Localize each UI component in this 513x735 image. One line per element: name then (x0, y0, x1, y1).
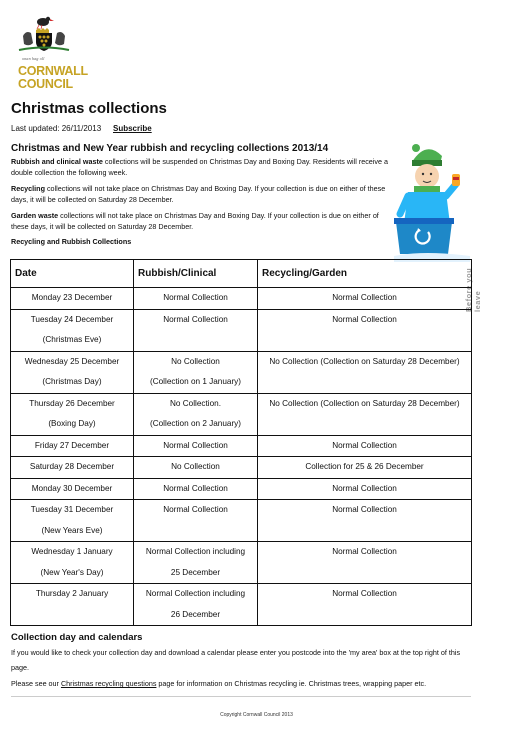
cell-date-line: (New Years Eve) (41, 525, 103, 535)
logo-text-council: COUNCIL (18, 77, 73, 91)
cell-date-line: Friday 27 December (34, 440, 110, 450)
cell-recycling (258, 393, 472, 435)
recycling-paragraph (11, 183, 391, 205)
cell-date (11, 457, 134, 479)
table-row (11, 542, 472, 584)
cell-rubbish (134, 457, 258, 479)
collections-table (10, 259, 472, 626)
see-pre: Please see our (11, 679, 61, 688)
cell-rubbish (134, 351, 258, 393)
cell-recycling-line: Normal Collection (332, 293, 397, 302)
table-row (11, 478, 472, 500)
rubbish-paragraph (11, 156, 391, 178)
table-row (11, 584, 472, 626)
cell-rubbish-line: (Collection on 1 January) (149, 377, 242, 386)
cell-rubbish-line: No Collection. (170, 398, 221, 408)
table-row (11, 351, 472, 393)
cell-recycling (258, 288, 472, 310)
last-updated: Last updated: 26/11/2013 (11, 124, 102, 133)
cell-rubbish-line: No Collection (171, 462, 220, 471)
cell-recycling-line: Normal Collection (332, 589, 397, 598)
table-row (11, 288, 472, 310)
table-row (11, 435, 472, 457)
garden-bold: Garden waste (11, 211, 59, 220)
cell-rubbish-line: 25 December (170, 567, 221, 577)
cell-date (11, 478, 134, 500)
cell-date (11, 288, 134, 310)
cell-rubbish (134, 542, 258, 584)
cell-rubbish (134, 435, 258, 457)
cell-recycling-line: Normal Collection (332, 483, 397, 493)
cell-date (11, 500, 134, 542)
rubbish-text: collections will be suspended on Christmas Day and Boxing Day. Residents will receive a double collection the following week. (11, 157, 388, 177)
cell-recycling-line: No Collection (Collection on Saturday 28 December) (269, 398, 460, 408)
cell-rubbish-line: Normal Collection (163, 293, 228, 302)
subscribe-link[interactable]: Subscribe (113, 124, 152, 133)
cell-date-line: Wednesday 25 December (24, 356, 120, 366)
cell-recycling (258, 584, 472, 626)
rubbish-bold: Rubbish and clinical waste (11, 157, 103, 166)
cell-recycling-line: No Collection (Collection on Saturday 28 December) (269, 356, 460, 366)
cell-recycling-line: Normal Collection (332, 314, 397, 324)
table-row (11, 500, 472, 542)
logo-text-cornwall: CORNWALL (18, 64, 88, 78)
cell-recycling (258, 542, 472, 584)
logo-motto: onan hag oll (22, 56, 45, 61)
cell-date-line: Thursday 2 January (35, 589, 109, 598)
cell-date (11, 542, 134, 584)
table-header-row (11, 260, 472, 288)
cell-recycling-line: Normal Collection (332, 505, 397, 514)
cell-date (11, 584, 134, 626)
cell-rubbish-line: Normal Collection (163, 440, 228, 450)
cell-date (11, 351, 134, 393)
cell-date-line: Wednesday 1 January (31, 547, 113, 556)
garden-paragraph (11, 210, 391, 232)
table-row (11, 309, 472, 351)
cell-date-line: (New Year's Day) (40, 567, 104, 577)
see-post: page for information on Christmas recycling ie. Christmas trees, wrapping paper etc. (156, 679, 427, 688)
garden-text: collections will not take place on Christmas Day and Boxing Day. If your collection is due on either of these days, it will be collected on Saturday 28 December. (11, 211, 379, 231)
see-also-paragraph (11, 678, 481, 690)
cell-rubbish (134, 309, 258, 351)
cell-date (11, 393, 134, 435)
cell-rubbish-line: Normal Collection (163, 505, 228, 514)
recycling-mascot-image (394, 140, 470, 262)
cell-rubbish-line: Normal Collection (163, 314, 228, 324)
header-recycling: Recycling/Garden (258, 260, 472, 288)
cell-date-line: Saturday 28 December (29, 462, 115, 471)
cell-recycling-line: Collection for 25 & 26 December (305, 462, 424, 471)
table-title: Recycling and Rubbish Collections (11, 237, 132, 246)
cell-rubbish (134, 288, 258, 310)
footer-divider (11, 696, 471, 697)
cell-recycling (258, 500, 472, 542)
calendars-text: If you would like to check your collection day and download a calendar please enter you postcode into the 'my area' box at the top right of this page. (11, 648, 461, 672)
cell-rubbish-line: Normal Collection including (145, 547, 246, 556)
cell-recycling (258, 457, 472, 479)
cell-recycling (258, 351, 472, 393)
cell-rubbish-line: (Collection on 2 January) (149, 419, 242, 428)
christmas-recycling-questions-link[interactable]: Christmas recycling questions (60, 679, 157, 688)
crest-icon (9, 14, 79, 54)
cornwall-council-logo[interactable] (9, 14, 88, 91)
cell-recycling (258, 309, 472, 351)
cell-rubbish-line: 26 December (170, 609, 221, 619)
cell-date-line: Thursday 26 December (29, 398, 115, 408)
table-row (11, 393, 472, 435)
calendars-heading: Collection day and calendars (11, 632, 143, 643)
cell-date-line: Tuesday 24 December (30, 314, 114, 324)
cell-date-line: Monday 30 December (31, 483, 113, 493)
cell-recycling-line: Normal Collection (332, 547, 397, 556)
cell-rubbish (134, 478, 258, 500)
recycling-bold: Recycling (11, 184, 45, 193)
cell-date (11, 309, 134, 351)
before-you-leave-tab[interactable]: Before you leave (464, 267, 482, 312)
cell-recycling (258, 435, 472, 457)
cell-rubbish-line: Normal Collection including (145, 589, 246, 598)
page-title: Christmas collections (11, 100, 167, 117)
cell-rubbish (134, 584, 258, 626)
cell-date-line: (Christmas Eve) (42, 335, 102, 344)
cell-rubbish (134, 500, 258, 542)
cell-date-line: Tuesday 31 December (30, 505, 114, 514)
cell-date-line: (Christmas Day) (42, 377, 102, 386)
cell-rubbish (134, 393, 258, 435)
header-rubbish: Rubbish/Clinical (134, 260, 258, 288)
header-date: Date (11, 260, 134, 288)
section-heading: Christmas and New Year rubbish and recycling collections 2013/14 (11, 143, 329, 154)
cell-date-line: Monday 23 December (31, 293, 113, 302)
cell-date (11, 435, 134, 457)
cell-rubbish-line: No Collection (171, 356, 220, 366)
cell-recycling (258, 478, 472, 500)
cell-rubbish-line: Normal Collection (163, 483, 228, 493)
copyright: Copyright Cornwall Council 2013 (220, 712, 293, 718)
cell-recycling-line: Normal Collection (332, 440, 397, 450)
recycling-text: collections will not take place on Christmas Day and Boxing Day. If your collection is due on either of these days, it will be collected on Saturday 28 December. (11, 184, 386, 204)
cell-date-line: (Boxing Day) (48, 419, 96, 428)
table-row (11, 457, 472, 479)
